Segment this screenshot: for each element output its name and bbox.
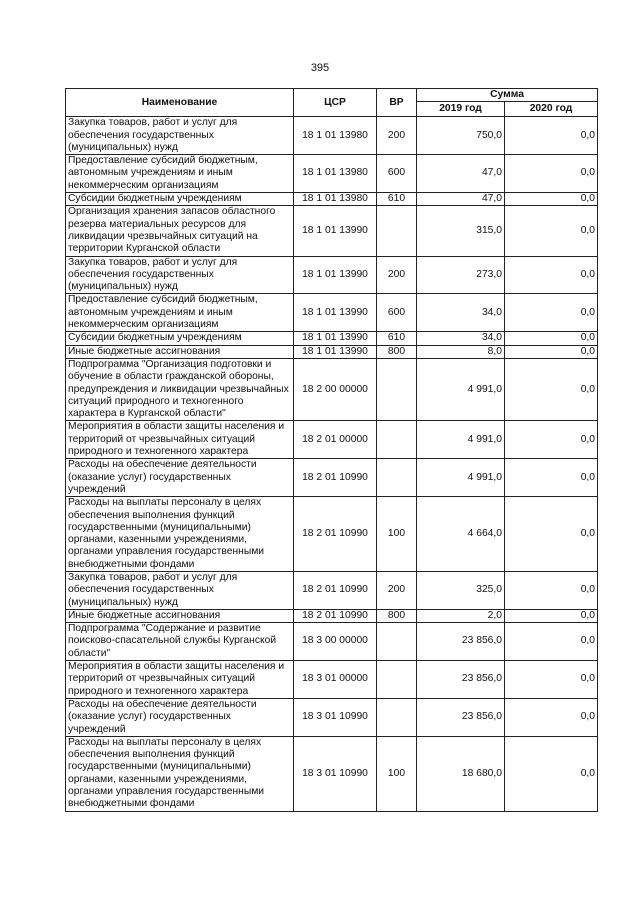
cell-vr <box>377 206 417 256</box>
cell-2019: 23 856,0 <box>417 623 505 661</box>
cell-vr: 200 <box>377 571 417 609</box>
cell-name: Закупка товаров, работ и услуг для обеспечения государственных (муниципальных) нужд <box>66 256 294 294</box>
cell-2020: 0,0 <box>505 206 598 256</box>
cell-csr: 18 1 01 13980 <box>294 193 377 206</box>
cell-2019: 4 991,0 <box>417 421 505 459</box>
table-row <box>66 294 598 332</box>
cell-csr: 18 2 01 00000 <box>294 421 377 459</box>
cell-2019: 34,0 <box>417 332 505 345</box>
cell-name: Подпрограмма "Содержание и развитие поисково-спасательной службы Курганской области" <box>66 623 294 661</box>
cell-2020: 0,0 <box>505 609 598 622</box>
cell-name: Мероприятия в области защиты населения и территорий от чрезвычайных ситуаций природного и техногенного характера <box>66 421 294 459</box>
cell-vr <box>377 623 417 661</box>
cell-2019: 34,0 <box>417 294 505 332</box>
cell-csr: 18 3 00 00000 <box>294 623 377 661</box>
cell-2020: 0,0 <box>505 736 598 811</box>
table-row <box>66 497 598 572</box>
cell-2019: 18 680,0 <box>417 736 505 811</box>
header-vr: ВР <box>377 89 417 117</box>
cell-2019: 23 856,0 <box>417 661 505 699</box>
cell-csr: 18 2 01 10990 <box>294 459 377 497</box>
cell-2019: 4 664,0 <box>417 497 505 572</box>
cell-csr: 18 2 01 10990 <box>294 497 377 572</box>
cell-name: Предоставление субсидий бюджетным, автономным учреждениям и иным некоммерческим организациям <box>66 294 294 332</box>
cell-csr: 18 1 01 13980 <box>294 117 377 155</box>
page-number: 395 <box>310 62 330 74</box>
cell-vr: 100 <box>377 497 417 572</box>
cell-name: Субсидии бюджетным учреждениям <box>66 332 294 345</box>
cell-vr <box>377 459 417 497</box>
cell-2020: 0,0 <box>505 256 598 294</box>
cell-2020: 0,0 <box>505 497 598 572</box>
cell-name: Закупка товаров, работ и услуг для обеспечения государственных (муниципальных) нужд <box>66 117 294 155</box>
table-row <box>66 332 598 345</box>
cell-2020: 0,0 <box>505 571 598 609</box>
cell-2020: 0,0 <box>505 421 598 459</box>
cell-2020: 0,0 <box>505 661 598 699</box>
table-row <box>66 609 598 622</box>
cell-name: Расходы на выплаты персоналу в целях обеспечения выполнения функций государственными (муниципальными) органами, казенными учреждениями, органами управления государственными внебюджетными фондами <box>66 736 294 811</box>
cell-vr <box>377 358 417 420</box>
header-year-2020: 2020 год <box>505 102 598 117</box>
cell-2020: 0,0 <box>505 358 598 420</box>
cell-2020: 0,0 <box>505 345 598 358</box>
cell-name: Расходы на обеспечение деятельности (оказание услуг) государственных учреждений <box>66 698 294 736</box>
table-row <box>66 193 598 206</box>
cell-2020: 0,0 <box>505 294 598 332</box>
cell-2019: 4 991,0 <box>417 459 505 497</box>
header-name: Наименование <box>66 89 294 117</box>
cell-vr: 600 <box>377 155 417 193</box>
cell-name: Организация хранения запасов областного резерва материальных ресурсов для ликвидации чрезвычайных ситуаций на территории Курганской области <box>66 206 294 256</box>
cell-csr: 18 1 01 13990 <box>294 206 377 256</box>
cell-csr: 18 1 01 13990 <box>294 256 377 294</box>
cell-2019: 47,0 <box>417 155 505 193</box>
cell-csr: 18 2 00 00000 <box>294 358 377 420</box>
cell-csr: 18 1 01 13990 <box>294 294 377 332</box>
cell-name: Предоставление субсидий бюджетным, автономным учреждениям и иным некоммерческим организациям <box>66 155 294 193</box>
table-row <box>66 623 598 661</box>
cell-2019: 47,0 <box>417 193 505 206</box>
table-row <box>66 661 598 699</box>
header-sum: Сумма <box>417 89 598 102</box>
cell-2020: 0,0 <box>505 332 598 345</box>
cell-name: Расходы на обеспечение деятельности (оказание услуг) государственных учреждений <box>66 459 294 497</box>
cell-vr: 100 <box>377 736 417 811</box>
cell-vr <box>377 698 417 736</box>
cell-csr: 18 1 01 13980 <box>294 155 377 193</box>
cell-name: Мероприятия в области защиты населения и территорий от чрезвычайных ситуаций природного и техногенного характера <box>66 661 294 699</box>
cell-vr: 800 <box>377 609 417 622</box>
table-row <box>66 571 598 609</box>
cell-2019: 325,0 <box>417 571 505 609</box>
cell-2019: 4 991,0 <box>417 358 505 420</box>
cell-name: Расходы на выплаты персоналу в целях обеспечения выполнения функций государственными (муниципальными) органами, казенными учреждениями, органами управления государственными внебюджетными фондами <box>66 497 294 572</box>
cell-2020: 0,0 <box>505 459 598 497</box>
cell-name: Субсидии бюджетным учреждениям <box>66 193 294 206</box>
cell-2019: 23 856,0 <box>417 698 505 736</box>
table-row <box>66 117 598 155</box>
cell-vr: 610 <box>377 193 417 206</box>
cell-csr: 18 3 01 00000 <box>294 661 377 699</box>
cell-vr: 200 <box>377 117 417 155</box>
table-row <box>66 256 598 294</box>
cell-2019: 750,0 <box>417 117 505 155</box>
table-row <box>66 155 598 193</box>
cell-2020: 0,0 <box>505 698 598 736</box>
cell-name: Подпрограмма "Организация подготовки и обучение в области гражданской обороны, предупреждения и ликвидации чрезвычайных ситуаций природного и техногенного характера в Курганской области" <box>66 358 294 420</box>
cell-vr: 600 <box>377 294 417 332</box>
cell-2019: 273,0 <box>417 256 505 294</box>
cell-2019: 8,0 <box>417 345 505 358</box>
table-row <box>66 736 598 811</box>
cell-name: Иные бюджетные ассигнования <box>66 345 294 358</box>
cell-2020: 0,0 <box>505 155 598 193</box>
table-row <box>66 345 598 358</box>
cell-csr: 18 2 01 10990 <box>294 571 377 609</box>
header-year-2019: 2019 год <box>417 102 505 117</box>
header-csr: ЦСР <box>294 89 377 117</box>
cell-vr: 610 <box>377 332 417 345</box>
table-row <box>66 459 598 497</box>
cell-csr: 18 1 01 13990 <box>294 345 377 358</box>
cell-name: Иные бюджетные ассигнования <box>66 609 294 622</box>
cell-2020: 0,0 <box>505 623 598 661</box>
table-row <box>66 698 598 736</box>
cell-name: Закупка товаров, работ и услуг для обеспечения государственных (муниципальных) нужд <box>66 571 294 609</box>
table-row <box>66 206 598 256</box>
cell-2020: 0,0 <box>505 193 598 206</box>
cell-vr <box>377 661 417 699</box>
cell-csr: 18 1 01 13990 <box>294 332 377 345</box>
cell-vr: 800 <box>377 345 417 358</box>
cell-vr: 200 <box>377 256 417 294</box>
cell-2020: 0,0 <box>505 117 598 155</box>
cell-vr <box>377 421 417 459</box>
table-row <box>66 421 598 459</box>
cell-csr: 18 3 01 10990 <box>294 736 377 811</box>
cell-csr: 18 3 01 10990 <box>294 698 377 736</box>
table-row <box>66 358 598 420</box>
cell-2019: 2,0 <box>417 609 505 622</box>
cell-csr: 18 2 01 10990 <box>294 609 377 622</box>
cell-2019: 315,0 <box>417 206 505 256</box>
budget-table <box>65 88 598 812</box>
